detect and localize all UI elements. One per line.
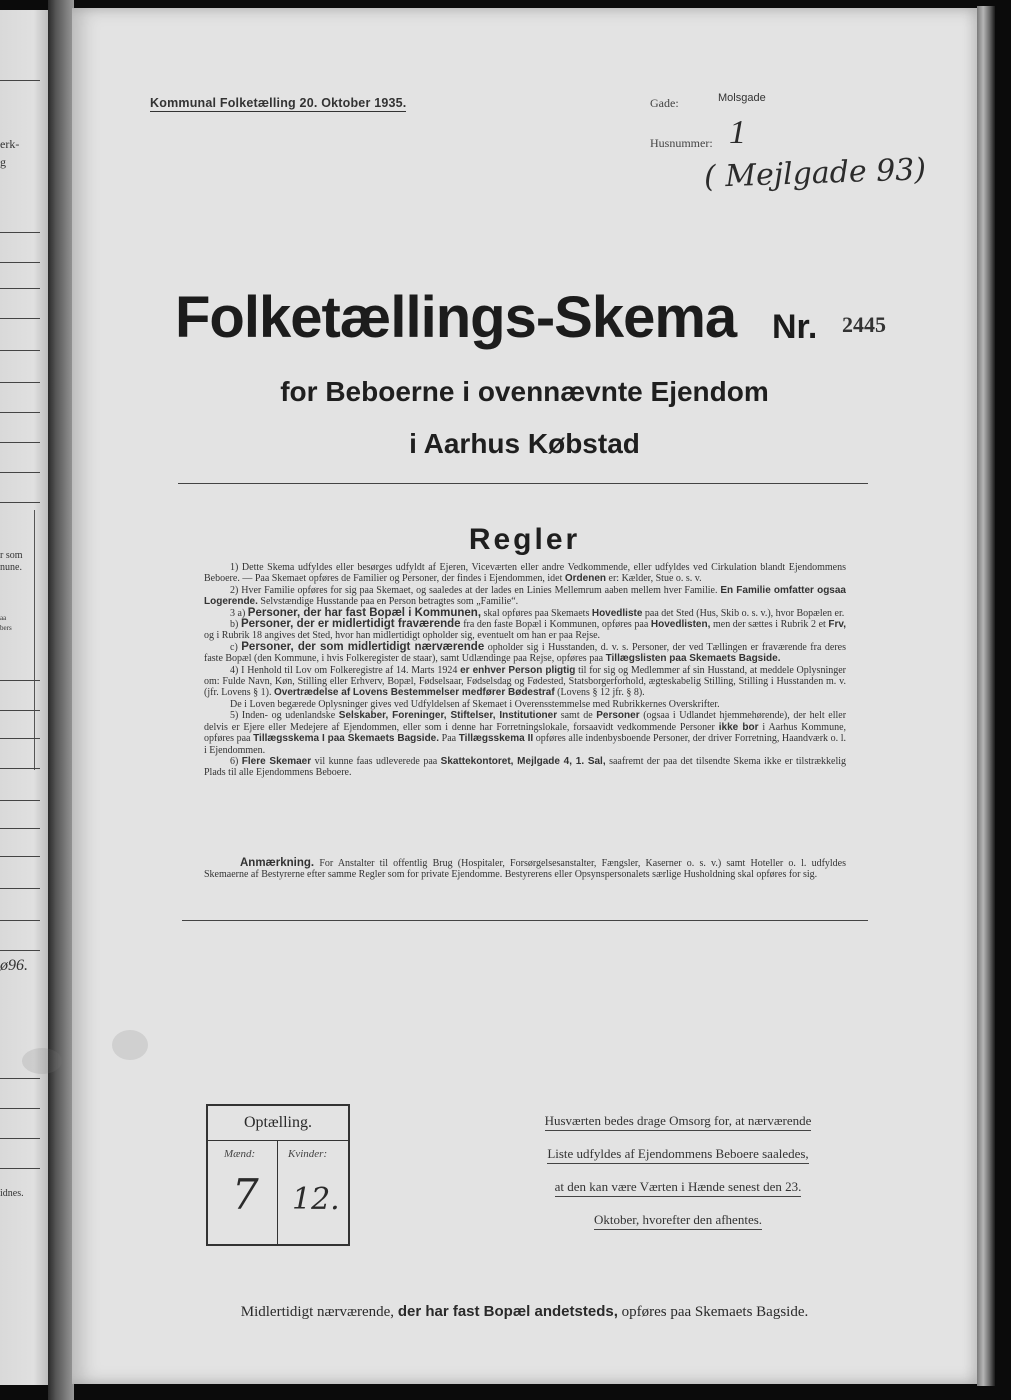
rule-3b [204,619,846,642]
left-page-rule [0,1108,40,1109]
rule-text-bold: Tillægsskema I paa Skemaets Bagside. [253,733,440,745]
count-box-divider [277,1140,278,1244]
rule-emphasis: Personer, der som midlertidigt nærværende [241,640,485,653]
rules-text [204,562,846,779]
left-page-fragment: idnes. [0,1188,24,1199]
landlord-instruction-line: Liste udfyldes af Ejendommens Beboere saaledes, [547,1146,808,1164]
rule-text: (Lovens § 12 jfr. § 8). [557,687,645,699]
rule-text: 4) I Henhold til Lov om Folkeregistre af 14. Marts 1924 [230,664,458,676]
rule-text-bold: Personer [596,710,640,722]
count-box [206,1104,350,1246]
left-page-rule [0,288,40,289]
form-number-value: 2445 [842,312,886,337]
remark-label: Anmærkning. [240,857,315,869]
landlord-instruction-line: Husværten bedes drage Omsorg for, at nærværende [545,1113,812,1131]
left-page-rule [0,680,40,681]
left-page-rule [0,950,40,951]
left-page-rule [0,738,40,739]
rule-text: saafremt der paa det tilsendte Skema ikke er tilstrækkelig Plads til alle Ejendommens Beboere. [204,755,847,779]
rule-number: b) [230,619,239,631]
left-page-rule [0,80,40,81]
street-value: Molsgade [718,92,766,104]
house-number-label: Husnummer: [650,136,713,150]
count-box-title: Optælling. [243,1114,312,1131]
rule-text: (ogsaa i Udlandet hjemmehørende), der helt eller delvis er Ejere eller Medejere af Ejendommen, eller som i denne har Forretningslokale, forsaavidt vedkommende Personer [204,710,847,733]
rule-text: 2) Hver Familie opføres for sig paa Skemaet, og saaledes at der lades en Linies Mellemrum aaben mellem hver Familie. [230,584,718,596]
rule-text: opføres alle indenbysboende Personer, der driver Forretning, Haandværk o. l. i Ejendommen. [204,733,847,756]
rule-4-continued [204,699,846,710]
remark-text: For Anstalter til offentlig Brug (Hospitaler, Forsørgelsesanstalter, Fængsler, Kaserner o. s. v.) samt Hoteller o. l. udfyldes Skemaerne af Bestyrerne efter samme Regler som for private Ejendomme. Bestyrerens eller Opsynspersonalets særlige Husholdning skal opføres for sig. [204,858,847,881]
rule-emphasis: Personer, der er midlertidigt fraværende [240,618,461,631]
previous-page-edge [0,10,48,1385]
landlord-instruction-line: at den kan være Værten i Hænde senest den 23. [555,1179,802,1197]
left-page-rule [0,828,40,829]
rule-text-bold: Ordenen [564,573,607,585]
paper-stain [112,1030,148,1060]
rule-number: 6) [230,755,239,767]
rule-text: til for sig og Medlemmer af sin Husstand, at meddele Oplysninger om: Fulde Navn, Køn, Stilling eller Erhverv, Bopæl, Fødselsaar, Fødselsdag og Fødested, Statsborgerforhold, ægteskabelig Stilling, Stilling i Husstanden m. v. (jfr. Lovens § 1). [204,664,846,699]
census-form-page [72,8,977,1384]
left-page-rule [0,442,40,443]
women-count-handwritten: 12. [292,1182,340,1217]
rule-text: fra den faste Bopæl i Kommunen, opføres paa [463,619,649,631]
rule-text: men der sættes i Rubrik 2 et [712,619,826,631]
divider [182,920,868,921]
handwritten-address-note: ( Mejlgade 93) [703,152,927,195]
rule-text: De i Loven begærede Oplysninger gives ved Udfyldelsen af Skemaet i Overensstemmelse med Rubrikkernes Overskrifter. [230,698,720,710]
rule-text-bold: Skattekontoret, Mejlgade 4, 1. Sal, [440,755,606,767]
left-page-rule [0,800,40,801]
left-page-rule [0,1138,40,1139]
left-page-fragment: ø96. [0,957,28,974]
left-page-rule [0,232,40,233]
rule-text: Paa [441,733,457,745]
left-page-rule [0,472,40,473]
street-label: Gade: [650,96,679,110]
rule-text-bold: Flere Skemaer [241,755,312,767]
women-label: Kvinder: [288,1148,328,1160]
page-stack-edge [977,6,995,1386]
footer-note [72,1303,977,1321]
rule-6 [204,756,846,779]
left-page-fragment: g [0,155,6,169]
rule-text-bold: Tillægslisten paa Skemaets Bagside. [605,653,781,665]
form-number-label: Nr. [772,308,818,346]
rule-text-bold: Tillægsskema II [458,733,534,745]
left-page-fragment: erk- [0,137,20,151]
left-page-fragment: aa [0,614,7,622]
left-page-rule [0,856,40,857]
footer-text: opføres paa Skemaets Bagside. [621,1304,809,1320]
book-gutter [48,0,74,1400]
left-page-rule [0,768,40,769]
rule-text: er: Kælder, Stue o. s. v. [608,573,702,585]
rule-text: skal opføres paa Skemaets [483,607,590,619]
rule-4 [204,665,846,699]
paper-stain [22,1048,62,1074]
left-page-rule [0,710,40,711]
left-page-rule [0,382,40,383]
rule-text: og i Rubrik 18 angives det Sted, hvor han midlertidigt opholder sig, eventuelt om han er paa Rejse. [204,630,601,642]
rule-2 [204,585,846,608]
left-page-vertical-rule [34,510,35,770]
rules-heading: Regler [468,523,581,556]
left-page-rule [0,502,40,503]
left-page-fragment: bers [0,624,12,632]
house-number-handwritten: 1 [729,114,746,151]
rule-text: Selvstændige Husstande paa en Person betragtes som „Familie“. [260,596,519,608]
rule-text: paa det Sted (Hus, Skib o. s. v.), hvor Bopælen er. [644,607,845,619]
form-subtitle-city: i Aarhus Købstad [409,428,640,459]
left-page-rule [0,262,40,263]
rule-text-bold: Frv, [828,619,847,631]
rule-emphasis: Personer, der har fast Bopæl i Kommunen, [247,606,482,619]
rule-number: c) [230,641,238,653]
rule-text: samt de [560,710,593,722]
left-page-rule [0,920,40,921]
left-page-fragment: r som [0,550,23,561]
rule-text-bold: Selskaber, Foreninger, Stiftelser, Institutioner [338,710,558,722]
left-page-rule [0,1168,40,1169]
rule-text-bold: er enhver Person pligtig [460,664,576,676]
men-count-handwritten: 7 [232,1170,259,1219]
form-subtitle: for Beboerne i ovennævnte Ejendom [280,376,769,407]
rule-text: opholder sig i Husstanden, d. v. s. Personer, der ved Tællingen er fraværende fra deres faste Bopæl (den Kommune, i hvis Folkeregister de staar), samt Udlændinge paa Rejse, opføres paa [204,641,846,665]
rule-text-bold: Hovedlisten, [650,619,711,631]
footer-text: Midlertidigt nærværende, [240,1304,395,1320]
rule-1 [204,562,846,585]
rule-number: 3 a) [230,607,246,619]
rule-text-bold: En Familie omfatter ogsaa Logerende. [204,584,846,608]
rule-text-bold: ikke bor [718,721,759,733]
form-title: Folketællings-Skema [175,285,737,350]
left-page-fragment: nune. [0,562,22,573]
left-page-rule [0,888,40,889]
census-header-line: Kommunal Folketælling 20. Oktober 1935. [150,96,407,110]
left-page-rule [0,350,40,351]
divider [178,483,868,484]
rule-text-bold: Overtrædelse af Lovens Bestemmelser medfører Bødestraf [274,687,555,699]
rule-3c [204,642,846,665]
rule-text-bold: Hovedliste [591,607,643,619]
landlord-instruction-line: Oktober, hvorefter den afhentes. [594,1212,762,1230]
rule-text: 1) Dette Skema udfyldes eller besørges udfyldt af Ejeren, Viceværten eller andre Vedkommende, eller udfyldes ved Cirkulation blandt Ejendommens Beboere. — Paa Skemaet opføres de Familier og Personer, der findes i Ejendommen, idet [204,562,846,585]
left-page-rule [0,318,40,319]
footer-text-bold: der har fast Bopæl andetsteds, [397,1303,618,1320]
rule-text: i Aarhus Kommune, opføres paa [204,721,847,745]
left-page-rule [0,1078,40,1079]
rule-text: vil kunne faas udleverede paa [314,755,438,767]
left-page-rule [0,412,40,413]
remark-paragraph [204,858,846,881]
landlord-instruction [508,1108,848,1240]
count-box-rule [208,1140,348,1141]
rule-text: 5) Inden- og udenlandske [230,710,336,722]
men-label: Mænd: [224,1148,256,1160]
rule-5 [204,710,846,756]
